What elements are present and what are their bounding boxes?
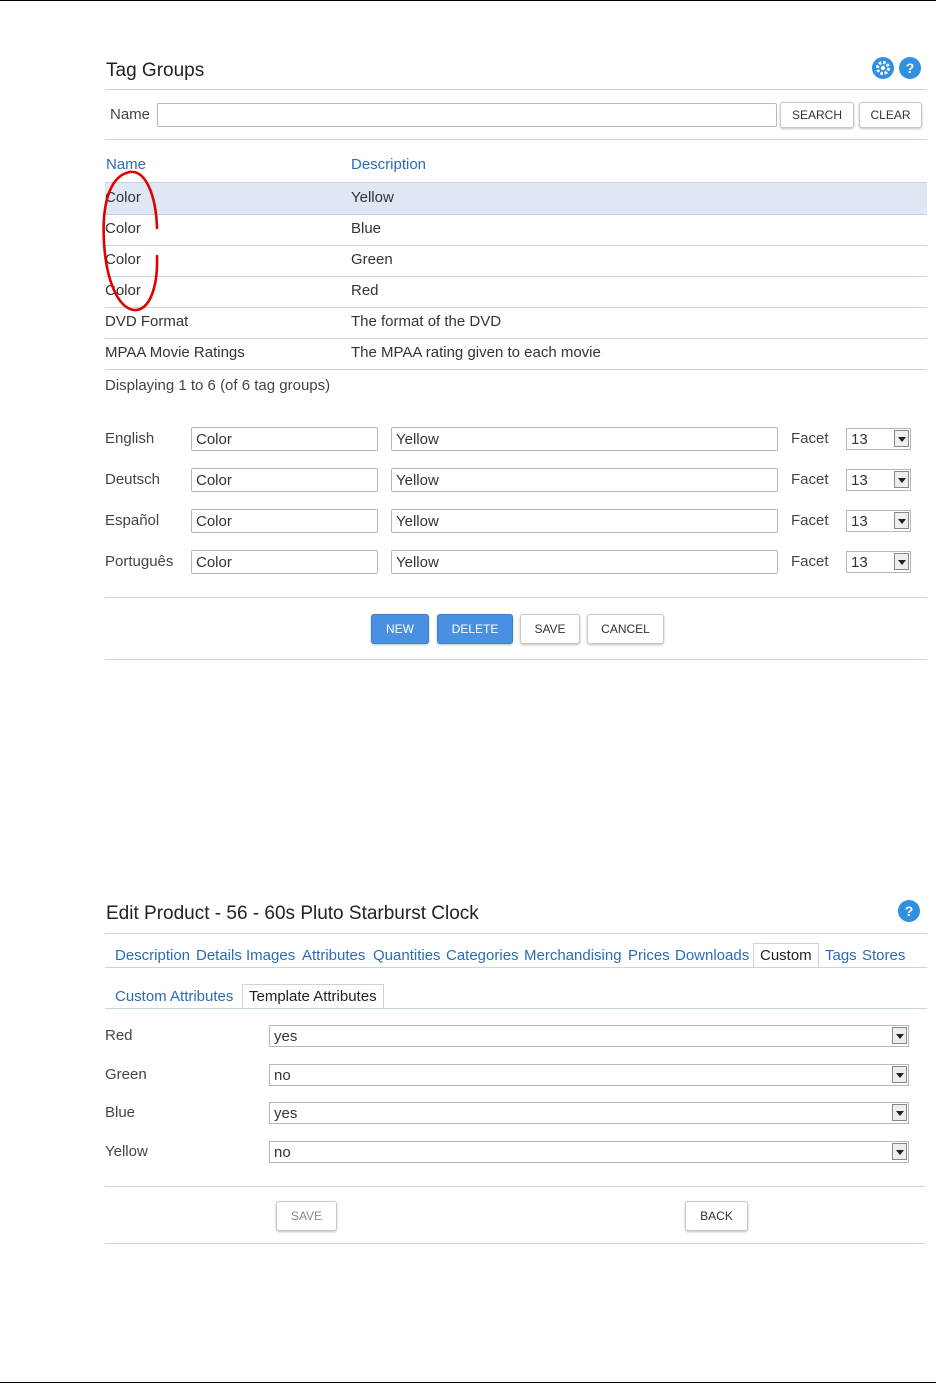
page-title: Tag Groups (106, 60, 205, 81)
row-name: Color (105, 220, 141, 237)
column-header-name[interactable]: Name (106, 156, 147, 173)
tab-stores[interactable]: Stores (862, 947, 906, 964)
facet-value: 13 (851, 554, 868, 571)
chevron-down-icon[interactable] (892, 1066, 907, 1083)
gear-icon-glyph (872, 57, 894, 79)
attribute-select[interactable] (269, 1102, 909, 1124)
row-description: The MPAA rating given to each movie (351, 344, 601, 361)
chevron-down-icon[interactable] (892, 1104, 907, 1121)
row-name: Color (105, 282, 141, 299)
table-row[interactable] (105, 276, 927, 308)
chevron-down-icon[interactable] (894, 430, 909, 447)
description-field[interactable]: Yellow (391, 509, 778, 533)
tab-merchandising[interactable]: Merchandising (524, 947, 622, 964)
gear-icon[interactable] (872, 57, 894, 79)
divider (105, 933, 927, 934)
language-label: Português (105, 553, 174, 570)
attribute-label: Blue (105, 1104, 136, 1121)
attribute-select[interactable] (269, 1141, 909, 1163)
attribute-value: yes (274, 1105, 298, 1122)
row-description: The format of the DVD (351, 313, 502, 330)
tab-tags[interactable]: Tags (825, 947, 857, 964)
tab-custom[interactable]: Custom (753, 943, 819, 968)
tab-description[interactable]: Description (115, 947, 191, 964)
results-count: Displaying 1 to 6 (of 6 tag groups) (105, 377, 331, 394)
tab-quantities[interactable]: Quantities (373, 947, 441, 964)
table-row[interactable] (105, 214, 927, 246)
divider (105, 1186, 925, 1187)
facet-label: Facet (791, 430, 829, 447)
facet-select[interactable] (846, 551, 911, 573)
row-name: DVD Format (105, 313, 189, 330)
description-field[interactable]: Yellow (391, 427, 778, 451)
subtab-custom-attributes[interactable]: Custom Attributes (115, 988, 234, 1005)
table-row[interactable] (105, 338, 927, 370)
product-title: Edit Product - 56 - 60s Pluto Starburst Clock (106, 903, 479, 924)
divider (105, 139, 927, 140)
language-label: English (105, 430, 155, 447)
row-description: Green (351, 251, 393, 268)
divider (105, 89, 927, 90)
facet-select[interactable] (846, 428, 911, 450)
attribute-value: no (274, 1067, 291, 1084)
facet-label: Facet (791, 512, 829, 529)
facet-label: Facet (791, 471, 829, 488)
tab-downloads[interactable]: Downloads (675, 947, 750, 964)
row-name: Color (105, 189, 141, 206)
chevron-down-icon[interactable] (894, 553, 909, 570)
facet-select[interactable] (846, 510, 911, 532)
subtab-template-attributes[interactable]: Template Attributes (242, 984, 384, 1009)
attribute-value: no (274, 1144, 291, 1161)
delete-button[interactable]: DELETE (437, 614, 513, 644)
row-description: Red (351, 282, 379, 299)
search-label: Name (110, 106, 151, 123)
attribute-label: Yellow (105, 1143, 148, 1160)
clear-button[interactable]: CLEAR (859, 102, 922, 128)
attribute-value: yes (274, 1028, 298, 1045)
tab-prices[interactable]: Prices (628, 947, 670, 964)
chevron-down-icon[interactable] (894, 471, 909, 488)
save-button[interactable]: SAVE (276, 1201, 337, 1231)
description-field[interactable]: Yellow (391, 550, 778, 574)
facet-select[interactable] (846, 469, 911, 491)
tab-details[interactable]: Details (196, 947, 242, 964)
search-button[interactable]: SEARCH (780, 102, 854, 128)
help-icon[interactable]: ? (898, 900, 920, 922)
chevron-down-icon[interactable] (892, 1143, 907, 1160)
tab-attributes[interactable]: Attributes (302, 947, 366, 964)
search-input[interactable] (157, 103, 777, 127)
divider (105, 659, 927, 660)
facet-value: 13 (851, 513, 868, 530)
row-description: Yellow (351, 189, 394, 206)
tab-images[interactable]: Images (246, 947, 296, 964)
name-field[interactable]: Color (191, 427, 378, 451)
attribute-select[interactable] (269, 1064, 909, 1086)
help-icon[interactable]: ? (899, 57, 921, 79)
attribute-label: Red (105, 1027, 133, 1044)
page-top-border (0, 0, 936, 1)
cancel-button[interactable]: CANCEL (587, 614, 664, 644)
tab-categories[interactable]: Categories (446, 947, 519, 964)
divider (105, 1008, 927, 1009)
table-row[interactable] (105, 183, 927, 215)
column-header-description[interactable]: Description (351, 156, 427, 173)
name-field[interactable]: Color (191, 550, 378, 574)
row-name: Color (105, 251, 141, 268)
attribute-label: Green (105, 1066, 147, 1083)
red-circle-annotation (100, 168, 162, 314)
facet-label: Facet (791, 553, 829, 570)
language-label: Español (105, 512, 160, 529)
save-button[interactable]: SAVE (520, 614, 580, 644)
table-row[interactable] (105, 307, 927, 339)
name-field[interactable]: Color (191, 468, 378, 492)
attribute-select[interactable] (269, 1025, 909, 1047)
back-button[interactable]: BACK (685, 1201, 748, 1231)
divider (105, 1243, 925, 1244)
description-field[interactable]: Yellow (391, 468, 778, 492)
facet-value: 13 (851, 431, 868, 448)
table-row[interactable] (105, 245, 927, 277)
chevron-down-icon[interactable] (892, 1027, 907, 1044)
divider (105, 597, 927, 598)
page-bottom-border (0, 1382, 936, 1383)
new-button[interactable]: NEW (371, 614, 429, 644)
language-label: Deutsch (105, 471, 161, 488)
facet-value: 13 (851, 472, 868, 489)
chevron-down-icon[interactable] (894, 512, 909, 529)
name-field[interactable]: Color (191, 509, 378, 533)
divider (105, 967, 927, 968)
row-description: Blue (351, 220, 382, 237)
row-name: MPAA Movie Ratings (105, 344, 245, 361)
